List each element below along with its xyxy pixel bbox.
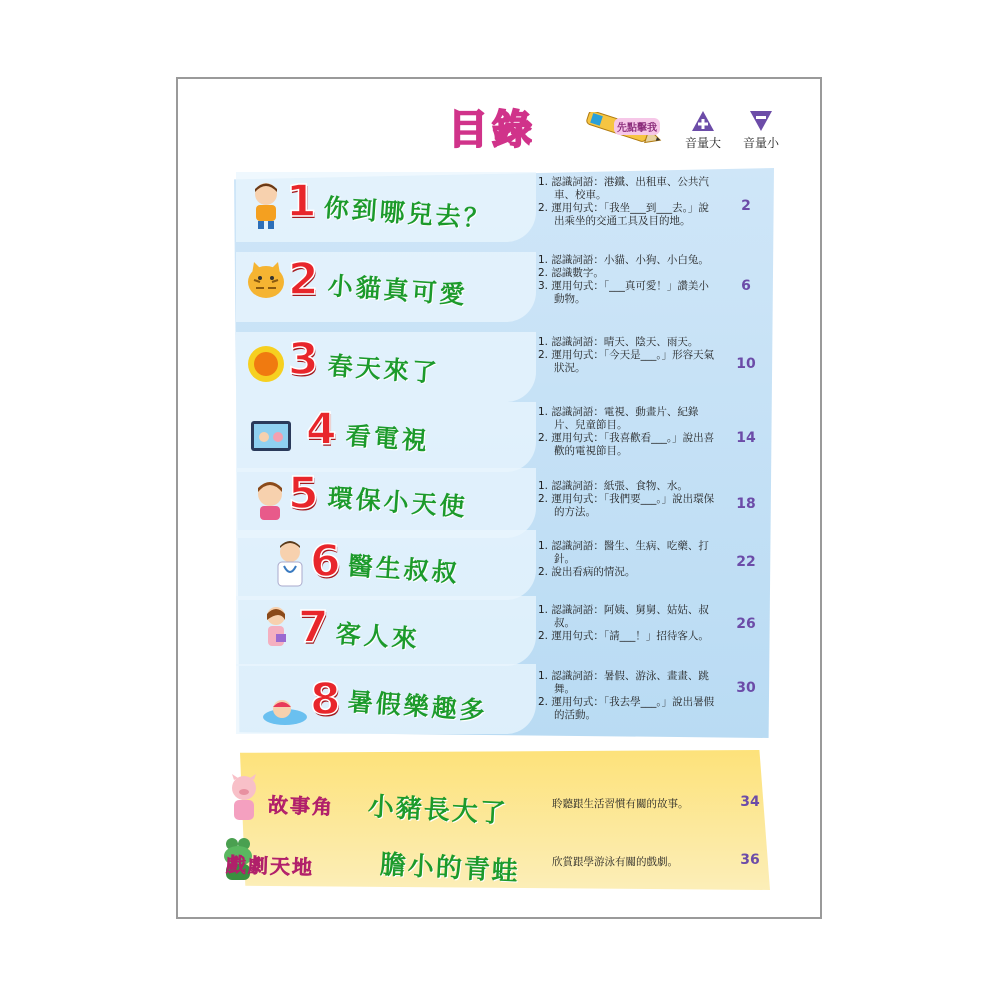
lesson-notes bbox=[538, 670, 718, 722]
lesson-number: 5 bbox=[288, 468, 319, 519]
lesson-notes bbox=[538, 540, 718, 579]
swimmer-icon bbox=[262, 684, 308, 734]
page-number: 30 bbox=[736, 680, 756, 696]
note-line: 2. 運用句式：「我喜歡看___。」說出喜歡的電視節目。 bbox=[538, 432, 715, 457]
page-title: 目錄 bbox=[448, 107, 536, 153]
lesson-row-3[interactable] bbox=[236, 332, 772, 402]
lesson-title: 客人來 bbox=[334, 619, 421, 654]
volume-up-label: 音量大 bbox=[684, 136, 721, 150]
page-number: 6 bbox=[741, 278, 751, 294]
note-line: 2. 運用句式：「請___！」招待客人。 bbox=[538, 630, 709, 642]
note-line: 1. 認識詞語：紙張、食物、水。 bbox=[538, 480, 688, 492]
note-line: 2. 運用句式：「今天是___。」形容天氣狀況。 bbox=[538, 349, 715, 374]
note-line: 2. 說出看病的情況。 bbox=[538, 566, 636, 578]
note-line: 1. 認識詞語：港鐵、出租車、公共汽車、校車。 bbox=[538, 176, 709, 201]
child-icon bbox=[250, 476, 290, 526]
note-line: 2. 認識數字。 bbox=[538, 267, 604, 279]
note-line: 2. 運用句式：「我去學___。」說出暑假的活動。 bbox=[538, 696, 715, 721]
extra-row-story[interactable] bbox=[240, 772, 770, 828]
extra-label: 戲劇天地 bbox=[225, 852, 315, 880]
lesson-notes bbox=[538, 406, 718, 458]
lesson-row-8[interactable] bbox=[236, 664, 772, 734]
lesson-row-6[interactable] bbox=[236, 530, 772, 600]
note-line: 1. 認識詞語：暑假、游泳、畫畫、跳舞。 bbox=[538, 670, 709, 695]
note-line: 1. 認識詞語：小貓、小狗、小白兔。 bbox=[538, 254, 709, 266]
lesson-title: 暑假樂趣多 bbox=[346, 687, 489, 726]
cat-icon bbox=[246, 260, 286, 310]
note-line: 1. 認識詞語：醫生、生病、吃藥、打針。 bbox=[538, 540, 709, 565]
lesson-number: 4 bbox=[306, 404, 337, 455]
page-number: 36 bbox=[740, 852, 760, 868]
guest-icon bbox=[256, 604, 296, 654]
volume-up-icon bbox=[691, 110, 715, 132]
lesson-title: 你到哪兒去？ bbox=[322, 193, 493, 234]
volume-down-icon bbox=[749, 110, 773, 132]
tv-icon bbox=[250, 412, 292, 462]
volume-down-button[interactable] bbox=[736, 110, 786, 151]
lesson-title: 看電視 bbox=[344, 421, 431, 456]
page-number: 26 bbox=[736, 616, 756, 632]
doctor-icon bbox=[270, 538, 310, 588]
lesson-row-2[interactable] bbox=[236, 252, 772, 322]
pig-icon bbox=[224, 772, 264, 824]
note-line: 2. 運用句式：「我坐___到___去。」說出乘坐的交通工具及目的地。 bbox=[538, 202, 709, 227]
volume-up-button[interactable] bbox=[678, 110, 728, 151]
lesson-row-5[interactable] bbox=[236, 468, 772, 538]
sun-icon bbox=[246, 340, 286, 390]
lesson-number: 8 bbox=[310, 674, 341, 725]
page-number: 2 bbox=[741, 198, 751, 214]
lesson-notes bbox=[538, 480, 718, 519]
note-line: 1. 認識詞語：阿姨、舅舅、姑姑、叔叔。 bbox=[538, 604, 709, 629]
lesson-notes bbox=[538, 254, 718, 306]
extra-title: 膽小的青蛙 bbox=[379, 850, 521, 888]
lesson-number: 6 bbox=[310, 536, 341, 587]
lesson-notes bbox=[538, 604, 718, 643]
lesson-title: 春天來了 bbox=[326, 351, 441, 388]
extra-desc: 欣賞跟學游泳有關的戲劇。 bbox=[552, 856, 678, 868]
lesson-number: 2 bbox=[288, 254, 319, 305]
lesson-title: 環保小天使 bbox=[326, 483, 469, 522]
boy-icon bbox=[246, 180, 286, 230]
note-line: 1. 認識詞語：電視、動畫片、紀錄片、兒童節目。 bbox=[538, 406, 699, 431]
volume-down-label: 音量小 bbox=[742, 136, 779, 150]
lesson-row-1[interactable] bbox=[236, 172, 772, 242]
lesson-title: 小貓真可愛 bbox=[326, 271, 469, 310]
lesson-row-4[interactable] bbox=[236, 402, 772, 472]
note-line: 3. 運用句式：「___真可愛！」讚美小動物。 bbox=[538, 280, 709, 305]
page-number: 34 bbox=[740, 794, 760, 810]
extra-title: 小豬長大了 bbox=[367, 792, 509, 830]
lesson-notes bbox=[538, 336, 718, 375]
lesson-row-7[interactable] bbox=[236, 596, 772, 666]
pen-label[interactable]: 先點擊我 bbox=[614, 118, 660, 135]
lesson-number: 3 bbox=[288, 334, 319, 385]
lesson-number: 1 bbox=[286, 176, 317, 227]
page-number: 18 bbox=[736, 496, 756, 512]
page-number: 10 bbox=[736, 356, 756, 372]
lesson-number: 7 bbox=[298, 602, 329, 653]
extra-label: 故事角 bbox=[267, 792, 335, 820]
note-line: 2. 運用句式：「我們要___。」說出環保的方法。 bbox=[538, 493, 715, 518]
lesson-title: 醫生叔叔 bbox=[346, 551, 461, 588]
page-number: 22 bbox=[736, 554, 756, 570]
extra-desc: 聆聽跟生活習慣有關的故事。 bbox=[552, 798, 689, 810]
page-number: 14 bbox=[736, 430, 756, 446]
note-line: 1. 認識詞語：晴天、陰天、雨天。 bbox=[538, 336, 699, 348]
lesson-notes bbox=[538, 176, 718, 228]
extra-row-drama[interactable] bbox=[225, 834, 770, 890]
